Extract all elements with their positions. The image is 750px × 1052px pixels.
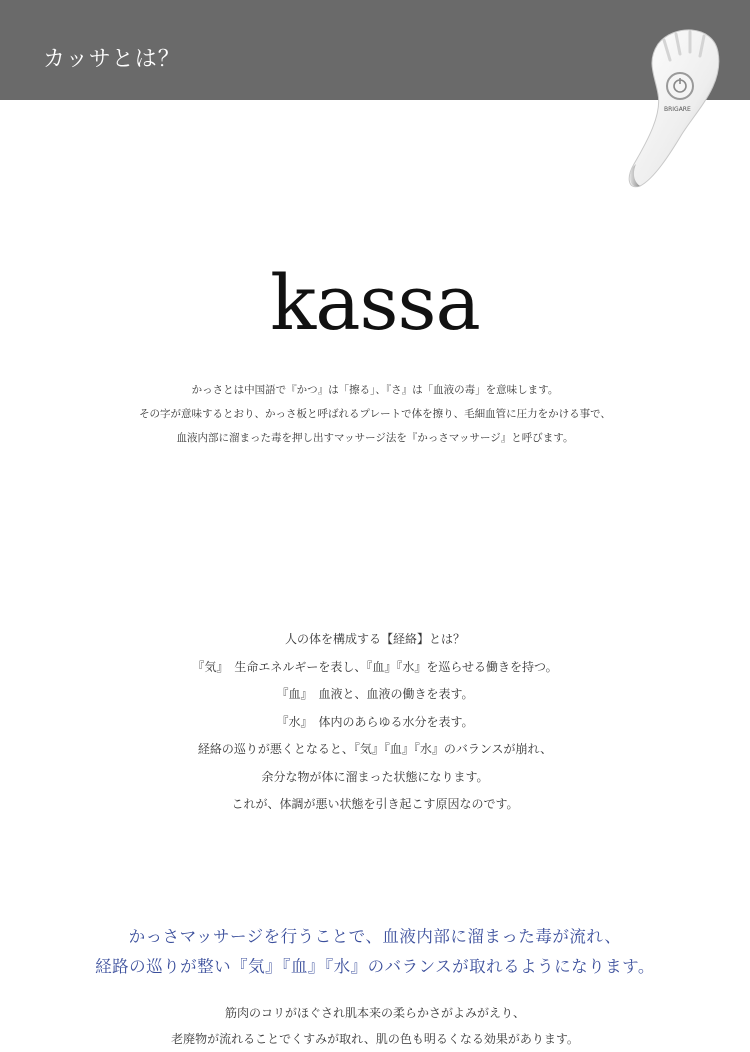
- highlight-line: 経路の巡りが整い『気』『血』『水』のバランスが取れるようになります。: [95, 957, 655, 976]
- intro-line: 血液内部に溜まった毒を押し出すマッサージ法を『かっさマッサージ』と呼びます。: [176, 432, 574, 444]
- highlight-line: かっさマッサージを行うことで、血液内部に溜まった毒が流れ、: [128, 927, 622, 946]
- meridian-heading: 人の体を構成する【経絡】とは？: [284, 632, 465, 646]
- effect-line: 筋肉のコリがほぐされ肌本来の柔らかさがよみがえり、: [224, 1006, 525, 1020]
- effect-paragraph: [0, 1000, 750, 1052]
- effect-line: 老廃物が流れることでくすみが取れ、肌の色も明るくなる効果があります。: [171, 1032, 579, 1046]
- meridian-line: これが、体調が悪い状態を引き起こす原因なのです。: [231, 797, 519, 811]
- kassa-device-image: [618, 14, 728, 194]
- meridian-line: 経絡の巡りが悪くとなると、『気』『血』『水』のバランスが崩れ、: [197, 742, 553, 756]
- meridian-paragraph: [0, 626, 750, 819]
- meridian-line: 『気』 生命エネルギーを表し、『血』『水』を巡らせる働きを持つ。: [192, 659, 558, 674]
- intro-line: かっさとは中国語で『かつ』は「擦る」、『さ』は「血液の毒」を意味します。: [191, 384, 559, 396]
- highlight-statement: [0, 922, 750, 982]
- device-brand-text: BRIGARE: [664, 106, 691, 113]
- meridian-line: 『水』 体内のあらゆる水分を表す。: [276, 714, 474, 729]
- intro-line: その字が意味するとおり、かっさ板と呼ばれるプレートで体を擦り、毛細血管に圧力をかける事で、: [139, 408, 611, 420]
- meridian-line: 『血』 血液と、血液の働きを表す。: [276, 687, 474, 701]
- meridian-line: 余分な物が体に溜まった状態になります。: [261, 769, 489, 784]
- intro-paragraph: [0, 378, 750, 450]
- page-title: カッサとは？: [43, 47, 181, 72]
- kassa-logo-word: kassa: [270, 258, 480, 347]
